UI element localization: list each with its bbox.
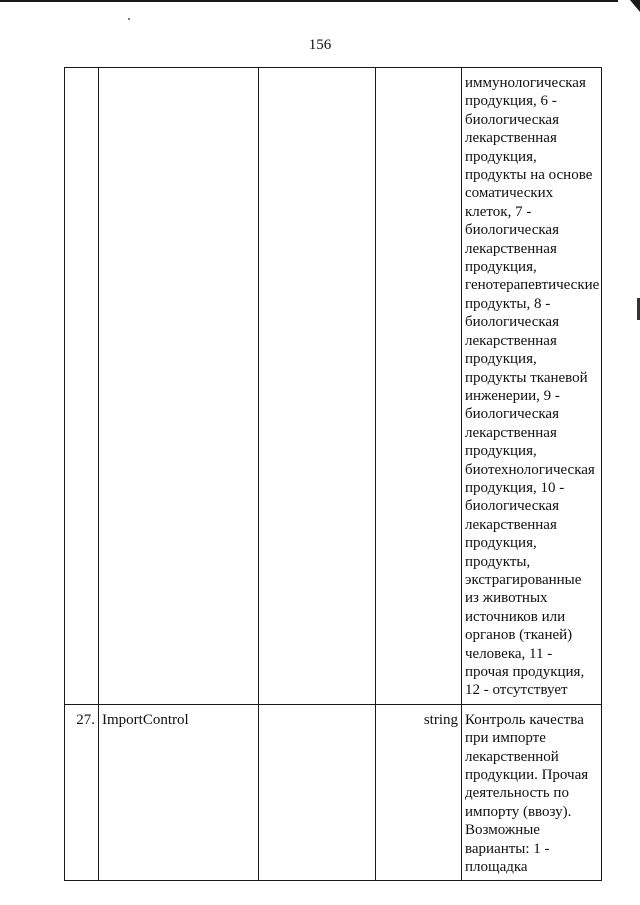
page-number: 156: [308, 37, 332, 53]
field-name-cell: ImportControl: [99, 704, 259, 881]
field-type-cell: [376, 68, 462, 705]
field-description-cell: Контроль качества при импорте лекарственной продукции. Прочая деятельность по импорту (ввозу). Возможные варианты: 1 - площадка: [462, 704, 602, 881]
field-table: [64, 67, 602, 881]
row-number-cell: 27.: [65, 704, 99, 881]
field-description-cell: иммунологическая продукция, 6 - биологическая лекарственная продукция, продукты на основе соматических клеток, 7 - биологическая лекарственная продукция, генотерапевтические продукты, 8 - биологическая лекарственная продукция, продукты тканевой инженерии, 9 - биологическая лекарственная продукция, биотехнологическая продукция, 10 - биологическая лекарственная продукция, продукты, экстрагированные из животных источников или органов (тканей) человека, 11 - прочая продукция, 12 - отсутствует: [462, 68, 602, 705]
field-type-cell: string: [376, 704, 462, 881]
empty-cell: [259, 704, 376, 881]
table-row: [65, 68, 602, 705]
top-border-line: [0, 0, 618, 2]
empty-cell: [259, 68, 376, 705]
scan-corner-mark: [630, 0, 640, 12]
scan-speck: [128, 18, 130, 20]
field-name-cell: [99, 68, 259, 705]
row-number-cell: [65, 68, 99, 705]
table-row: [65, 704, 602, 881]
